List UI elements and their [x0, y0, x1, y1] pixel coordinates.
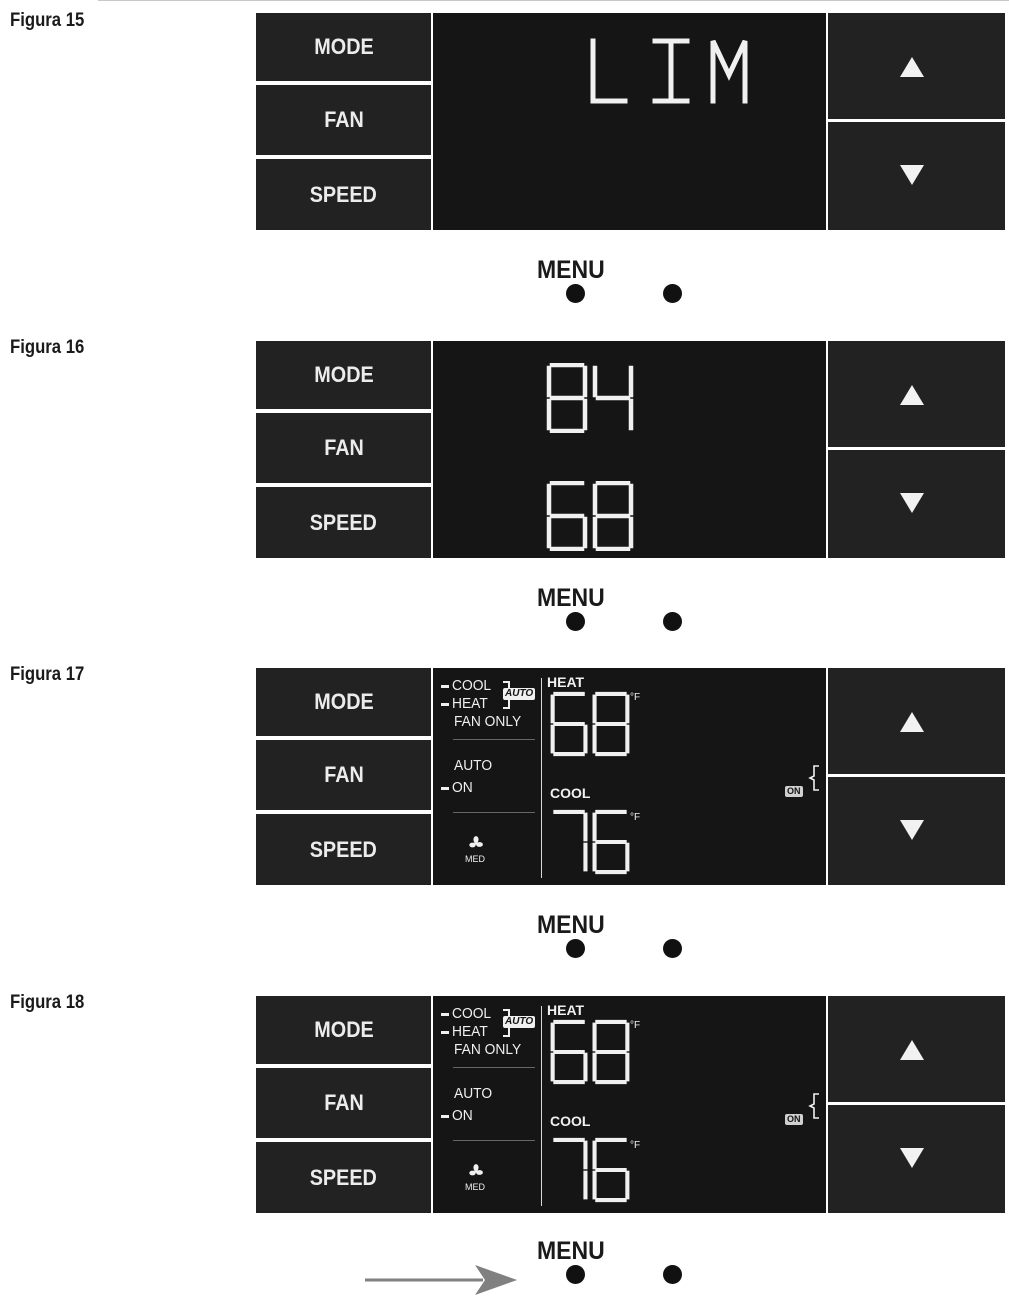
triangle-up-icon	[900, 385, 924, 405]
lcd-display	[433, 996, 826, 1213]
lcd-vertical-divider	[541, 1006, 542, 1206]
triangle-down-icon	[900, 820, 924, 840]
down-button[interactable]	[828, 777, 1005, 885]
mode-button[interactable]	[256, 996, 431, 1064]
mode-button-label: MODE	[313, 1017, 374, 1042]
menu-button-left[interactable]	[566, 612, 585, 631]
cool-unit: °F	[630, 812, 641, 823]
heat-unit: °F	[630, 1020, 641, 1031]
fan-button[interactable]	[256, 1068, 431, 1138]
speed-button-label: SPEED	[309, 509, 378, 535]
lcd-display	[433, 668, 826, 885]
triangle-up-icon	[900, 57, 924, 77]
control-panel-15	[256, 13, 1005, 230]
speed-button-label: SPEED	[309, 181, 378, 207]
arrow-right-icon	[365, 1262, 520, 1298]
heat-setpoint-label: HEAT	[547, 1002, 585, 1018]
lcd-vertical-divider	[541, 678, 542, 878]
triangle-down-icon	[900, 493, 924, 513]
control-panel-16	[256, 341, 1005, 558]
mode-button-label: MODE	[313, 689, 374, 714]
speed-button-label: SPEED	[309, 1164, 378, 1190]
fan-button-label: FAN	[323, 762, 364, 787]
up-button[interactable]	[828, 341, 1005, 447]
menu-label: MENU	[537, 256, 605, 284]
mode-button-label: MODE	[313, 34, 374, 59]
mode-auto-badge: AUTO	[505, 1016, 534, 1027]
control-panel-17	[256, 668, 1005, 885]
menu-button-left[interactable]	[566, 1265, 585, 1284]
lcd-divider	[453, 1140, 535, 1141]
lcd-divider	[453, 812, 535, 813]
menu-16	[0, 584, 1009, 644]
triangle-down-icon	[900, 1148, 924, 1168]
mode-button[interactable]	[256, 341, 431, 409]
fan-icon	[469, 836, 483, 850]
triangle-up-icon	[900, 712, 924, 732]
triangle-down-icon	[900, 165, 924, 185]
mode-button[interactable]	[256, 668, 431, 736]
fan-on-indicator: ON	[441, 1108, 475, 1124]
menu-button-right[interactable]	[663, 1265, 682, 1284]
top-rule	[98, 0, 1009, 1]
on-indicator: ON	[787, 1114, 801, 1124]
menu-button-right[interactable]	[663, 284, 682, 303]
menu-17	[0, 911, 1009, 971]
speed-button[interactable]	[256, 814, 431, 885]
figure-18-label: Figura 18	[10, 992, 85, 1013]
mode-heat-indicator: HEAT	[441, 696, 491, 712]
mode-heat-indicator: HEAT	[441, 1024, 491, 1040]
lcd-divider	[453, 1067, 535, 1068]
triangle-up-icon	[900, 1040, 924, 1060]
lcd-value-upper	[545, 363, 635, 433]
cool-setpoint-value	[549, 808, 631, 876]
speed-button[interactable]	[256, 159, 431, 230]
up-button[interactable]	[828, 668, 1005, 774]
fan-button[interactable]	[256, 85, 431, 155]
speed-button[interactable]	[256, 1142, 431, 1213]
mode-button[interactable]	[256, 13, 431, 81]
fan-button-label: FAN	[323, 107, 364, 132]
cool-setpoint-label: COOL	[550, 785, 591, 801]
speed-med-indicator: MED	[465, 1182, 485, 1192]
lcd-divider	[453, 739, 535, 740]
lcd-value-lower	[545, 481, 635, 551]
menu-label: MENU	[537, 911, 605, 939]
fan-button-label: FAN	[323, 1090, 364, 1115]
menu-15	[0, 256, 1009, 316]
up-button[interactable]	[828, 13, 1005, 119]
lcd-text-lim	[583, 35, 753, 107]
on-bracket	[807, 764, 821, 792]
figure-15-label: Figura 15	[10, 10, 85, 31]
down-button[interactable]	[828, 1105, 1005, 1213]
speed-button-label: SPEED	[309, 836, 378, 862]
on-bracket	[807, 1092, 821, 1120]
fan-on-indicator: ON	[441, 780, 475, 796]
mode-cool-indicator: COOL	[441, 678, 495, 694]
menu-button-left[interactable]	[566, 284, 585, 303]
mode-button-label: MODE	[313, 362, 374, 387]
mode-fan-only-indicator: FAN ONLY	[454, 1041, 522, 1058]
cool-setpoint-label: COOL	[550, 1113, 591, 1129]
up-button[interactable]	[828, 996, 1005, 1102]
heat-setpoint-value	[549, 1018, 631, 1086]
down-button[interactable]	[828, 450, 1005, 558]
fan-button[interactable]	[256, 413, 431, 483]
fan-auto-indicator: AUTO	[454, 757, 493, 774]
fan-icon	[469, 1164, 483, 1178]
mode-cool-indicator: COOL	[441, 1006, 495, 1022]
menu-label: MENU	[537, 584, 605, 612]
menu-button-right[interactable]	[663, 612, 682, 631]
down-button[interactable]	[828, 122, 1005, 230]
lcd-display	[433, 13, 826, 230]
figure-17-label: Figura 17	[10, 664, 85, 685]
fan-button[interactable]	[256, 740, 431, 810]
cool-setpoint-value	[549, 1136, 631, 1204]
control-panel-18	[256, 996, 1005, 1213]
heat-unit: °F	[630, 692, 641, 703]
heat-setpoint-label: HEAT	[547, 674, 585, 690]
figure-16-label: Figura 16	[10, 337, 85, 358]
cool-unit: °F	[630, 1140, 641, 1151]
speed-button[interactable]	[256, 487, 431, 558]
menu-button-right[interactable]	[663, 939, 682, 958]
heat-setpoint-value	[549, 690, 631, 758]
speed-med-indicator: MED	[465, 854, 485, 864]
fan-button-label: FAN	[323, 435, 364, 460]
fan-auto-indicator: AUTO	[454, 1085, 493, 1102]
menu-label: MENU	[537, 1237, 605, 1265]
on-indicator: ON	[787, 786, 801, 796]
mode-auto-badge: AUTO	[505, 688, 534, 699]
lcd-display	[433, 341, 826, 558]
menu-button-left[interactable]	[566, 939, 585, 958]
mode-fan-only-indicator: FAN ONLY	[454, 713, 522, 730]
